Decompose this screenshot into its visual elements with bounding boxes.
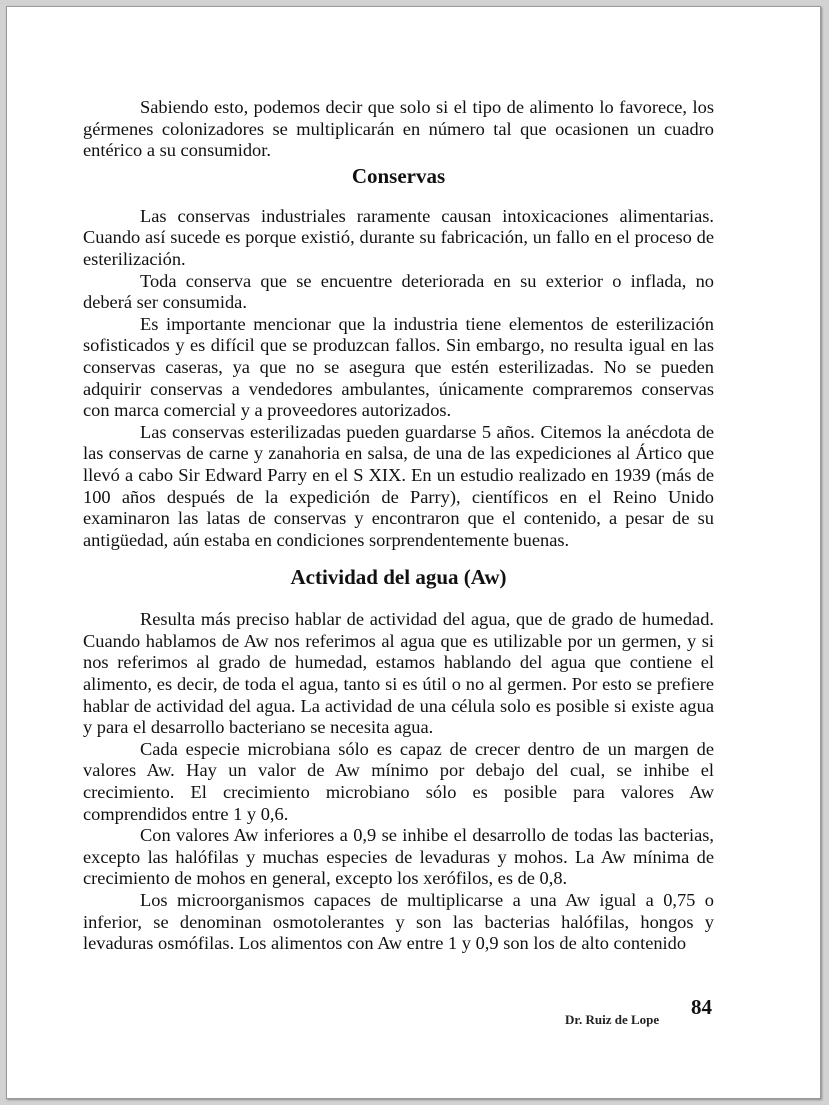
page-number: 84 <box>691 995 712 1019</box>
aw-paragraph-3: Con valores Aw inferiores a 0,9 se inhibe el desarrollo de todas las bacterias, excepto las halófilas y muchas especies de levaduras y mohos. La Aw mínima de crecimiento de mohos en general, excepto los xerófilos, es de 0,8. <box>83 825 714 889</box>
conservas-paragraph-1: Las conservas industriales raramente causan intoxicaciones alimentarias. Cuando así sucede es porque existió, durante su fabricación, un fallo en el proceso de esterilización. <box>83 205 714 269</box>
conservas-paragraph-4: Las conservas esterilizadas pueden guardarse 5 años. Citemos la anécdota de las conservas de carne y zanahoria en salsa, de una de las expediciones al Ártico que llevó a cabo Sir Edward Parry en el S XIX. En un estudio realizado en 1939 (más de 100 años después de la expedición de Parry), científicos en el Reino Unido examinaron las latas de conservas y encontraron que el contenido, a pesar de su antigüedad, aún estaba en condiciones sorprendentemente buenas. <box>83 421 714 550</box>
conservas-paragraph-3: Es importante mencionar que la industria tiene elementos de esterilización sofisticados y es difícil que se produzcan fallos. Sin embargo, no resulta igual en las conservas caseras, ya que no se asegura que estén esterilizadas. No se pueden adquirir conservas a vendedores ambulantes, únicamente compraremos conservas con marca comercial y a proveedores autorizados. <box>83 313 714 421</box>
aw-paragraph-4: Los microorganismos capaces de multiplicarse a una Aw igual a 0,75 o inferior, se denominan osmotolerantes y son las bacterias halófilas, hongos y levaduras osmófilas. Los alimentos con Aw entre 1 y 0,9 son los de alto contenido <box>83 890 714 954</box>
document-page[interactable] <box>6 6 821 1099</box>
heading-actividad-agua: Actividad del agua (Aw) <box>290 565 507 590</box>
footer-author: Dr. Ruiz de Lope <box>565 1012 660 1027</box>
aw-paragraph-2: Cada especie microbiana sólo es capaz de crecer dentro de un margen de valores Aw. Hay un valor de Aw mínimo por debajo del cual, se inhibe el crecimiento. El crecimiento microbiano sólo es posible para valores Aw comprendidos entre 1 y 0,6. <box>83 738 714 824</box>
aw-paragraph-1: Resulta más preciso hablar de actividad del agua, que de grado de humedad. Cuando hablamos de Aw nos referimos al agua que es utilizable por un germen, y si nos referimos al grado de humedad, estamos hablando del agua que contiene el alimento, es decir, de toda el agua, tanto si es útil o no al germen. Por esto se prefiere hablar de actividad del agua. La actividad de una célula solo es posible si existe agua y para el desarrollo bacteriano se necesita agua. <box>83 609 714 738</box>
page-content <box>83 97 714 955</box>
intro-paragraph: Sabiendo esto, podemos decir que solo si el tipo de alimento lo favorece, los gérmenes colonizadores se multiplicarán en número tal que ocasionen un cuadro entérico a su consumidor. <box>83 97 714 161</box>
conservas-paragraph-2: Toda conserva que se encuentre deteriorada en su exterior o inflada, no deberá ser consumida. <box>83 270 714 313</box>
heading-conservas: Conservas <box>351 163 446 188</box>
